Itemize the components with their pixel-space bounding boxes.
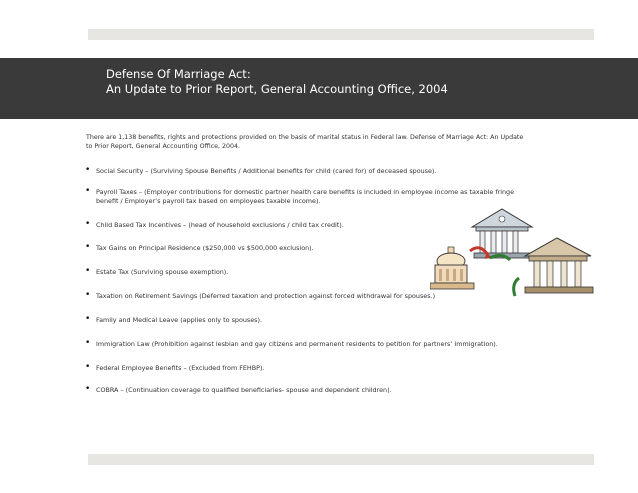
title-line-1: Defense Of Marriage Act: [106, 67, 251, 81]
list-item: • Taxation on Retirement Savings (Deferred taxation and protection against forced withdrawal for spouses.) [85, 290, 436, 300]
bullet-icon: • [85, 290, 91, 300]
list-item: • Federal Employee Benefits – (Excluded from FEHBP). [85, 362, 265, 372]
bullet-icon: • [85, 384, 91, 394]
list-item: • Immigration Law (Prohibition against lesbian and gay citizens and permanent residents to petition for partners’ immigration). [85, 338, 498, 348]
bullet-icon: • [85, 219, 91, 229]
intro-paragraph: There are 1,138 benefits, rights and protections provided on the basis of marital status in Federal law. Defense of Marriage Act: An Update to Prior Report, General Accounting Office, 2004. [86, 134, 524, 150]
list-item: • Tax Gains on Principal Residence ($250,000 vs $500,000 exclusion). [85, 242, 314, 252]
list-item: • Payroll Taxes – (Employer contributions for domestic partner health care benefits is included in employee income as taxable fringe benefit / Employer’s payroll tax based on employees taxable income). [85, 186, 515, 205]
list-item: • Social Security – (Surviving Spouse Benefits / Additional benefits for child (cared for) of deceased spouse). [85, 165, 437, 175]
title-line-2: An Update to Prior Report, General Accounting Office, 2004 [106, 82, 448, 96]
bullet-icon: • [85, 314, 91, 324]
bullet-icon: • [85, 165, 91, 175]
bullet-icon: • [85, 242, 91, 252]
list-item: • Family and Medical Leave (applies only to spouses). [85, 314, 263, 324]
top-decorative-bar [88, 29, 594, 40]
bottom-decorative-bar [88, 454, 594, 465]
bullet-icon: • [85, 338, 91, 348]
government-buildings-clipart [430, 203, 600, 313]
courthouse-building-icon [472, 209, 532, 258]
slide-title [106, 67, 448, 97]
list-item: • Child Based Tax Incentives – (head of household exclusions / child tax credit). [85, 219, 344, 229]
list-item: • Estate Tax (Surviving spouse exemption). [85, 266, 229, 276]
list-item: • COBRA – (Continuation coverage to qualified beneficiaries- spouse and dependent children). [85, 384, 392, 394]
bullet-icon: • [85, 186, 91, 196]
bullet-icon: • [85, 362, 91, 372]
bullet-icon: • [85, 266, 91, 276]
bank-building-icon [514, 238, 593, 296]
